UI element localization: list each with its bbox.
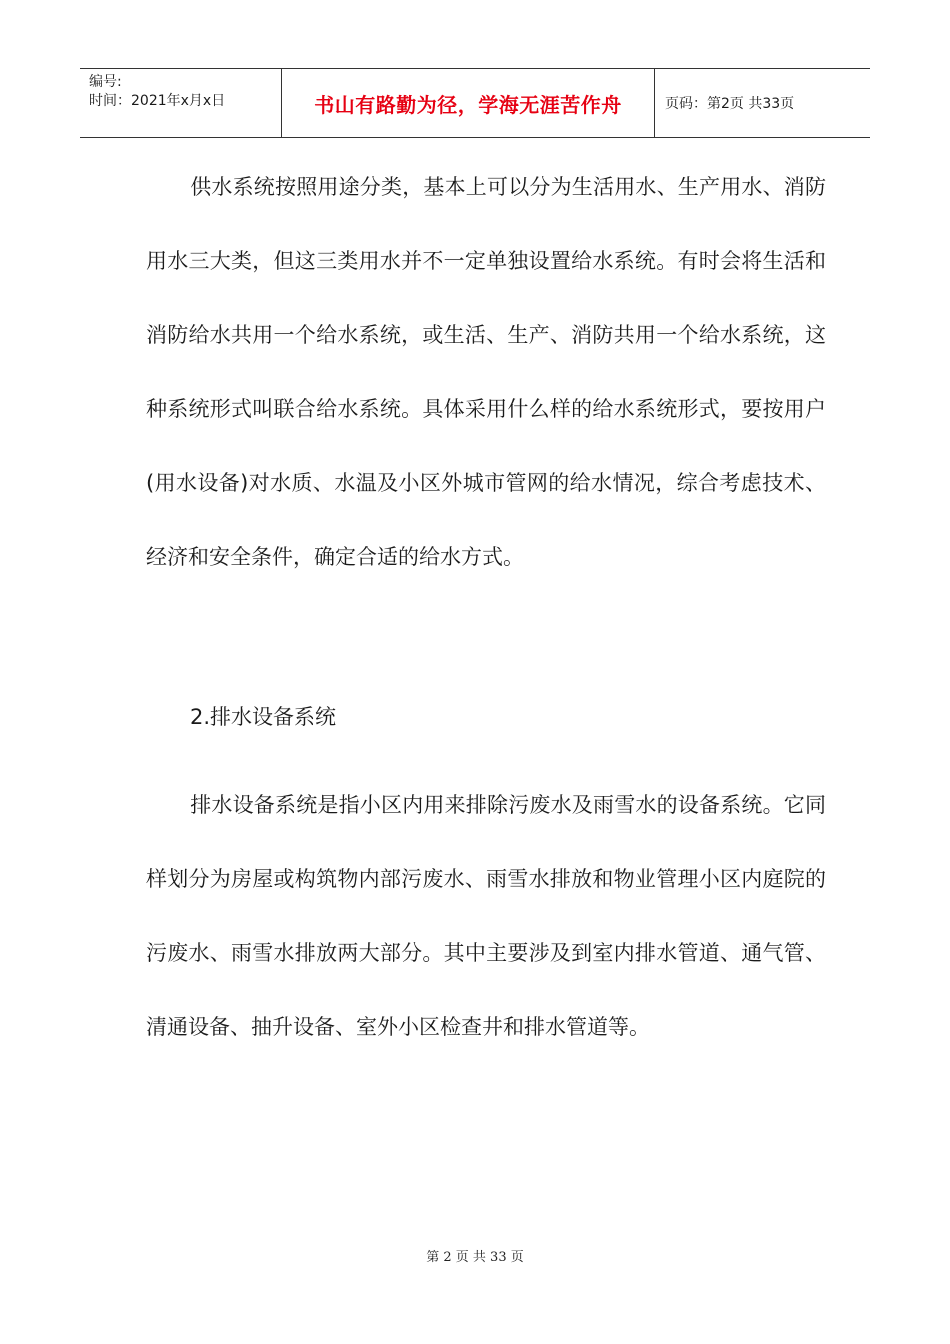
page-footer: 第 2 页 共 33 页 [426, 1250, 524, 1265]
paragraph-text: 供水系统按照用途分类，基本上可以分为生活用水、生产用水、消防用水三大类，但这三类用水并不一定单独设置给水系统。有时会将生活和消防给水共用一个给水系统，或生活、生产、消防共用一个给水系统，这种系统形式叫联合给水系统。具体采用什么样的给水系统形式，要按用户(用水设备)对水质、水温及小区外城市管网的给水情况，综合考虑技术、经济和安全条件，确定合适的给水方式。 [146, 175, 826, 569]
section-heading: 2.排水设备系统 [190, 705, 337, 729]
document-header [80, 68, 870, 138]
paragraph-water-supply [146, 150, 826, 594]
paragraph-drainage [146, 768, 826, 1064]
header-page-info: 页码：第2页 共33页 [665, 96, 795, 112]
date-label: 时间：2021年x月x日 [89, 93, 226, 109]
serial-number-label: 编号: [89, 74, 122, 90]
header-meta [80, 69, 282, 137]
paragraph-text: 排水设备系统是指小区内用来排除污废水及雨雪水的设备系统。它同样划分为房屋或构筑物内部污废水、雨雪水排放和物业管理小区内庭院的污废水、雨雪水排放两大部分。其中主要涉及到室内排水管道、通气管、清通设备、抽升设备、室外小区检查井和排水管道等。 [146, 793, 826, 1039]
header-motto: 书山有路勤为径，学海无涯苦作舟 [282, 69, 655, 137]
